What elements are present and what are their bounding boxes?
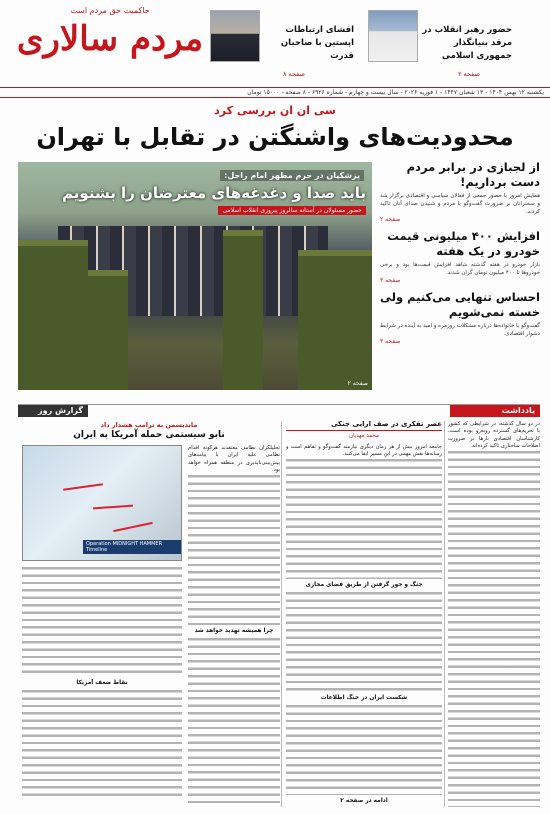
main-photo[interactable] (18, 162, 372, 390)
text-lines (22, 567, 182, 677)
teaser-stubbornness[interactable] (380, 160, 540, 223)
teaser-loneliness[interactable] (380, 290, 540, 345)
tagline: حاکمیت حق مردم است (70, 6, 150, 15)
logo-area[interactable] (10, 6, 210, 78)
promo-leader-visit[interactable] (368, 10, 540, 78)
report-subhead: نقاط ضعف آمریکا (76, 680, 128, 686)
report-subhead: چرا همیشه تهدید خواهد شد (194, 627, 274, 634)
report-kicker: ماندیسمن به ترامپ هشدار داد (100, 421, 198, 429)
section-head-report: گزارش روز (18, 405, 88, 417)
teaser-body: بازار خودرو در هفته گذشته شاهد افزایش قیمت‌ها بود و برخی خودروها تا ۴۰۰ میلیون تومان گران شدند. (380, 262, 540, 276)
article-column[interactable] (286, 421, 442, 807)
promo-text: افشای ارتباطات اپستین با صاحبان قدرت (280, 25, 354, 61)
article-title: عصر تفکری در صف آرایی جنگی (286, 421, 442, 431)
text-lines (448, 451, 540, 807)
text-lines (188, 475, 280, 625)
flight-arrow (63, 483, 103, 491)
photo-guard (88, 270, 128, 390)
newspaper-logo: مردم سالاری (16, 19, 204, 59)
column-divider (281, 421, 282, 807)
section-head-note: یادداشت (450, 405, 540, 417)
photo-officer (223, 230, 263, 390)
photo-guard-left (18, 240, 88, 390)
text-lines (286, 705, 442, 795)
text-lines (286, 592, 442, 692)
column-divider (444, 421, 445, 807)
note-text: در دو سال گذشته، در شرایطی که کشور با تحریم‌های گسترده روبه‌رو بوده است، کارشناسان اقتصادی بارها بر ضرورت اصلاحات ساختاری تاکید کرده‌اند. (448, 421, 540, 450)
report-text-left (22, 567, 182, 805)
promo-text: حضور رهبر انقلاب در مرقد بنیانگذار جمهوری اسلامی (422, 25, 512, 61)
teaser-ref: صفحه ۲ (380, 216, 401, 223)
teaser-title: افزایش ۴۰۰ میلیونی قیمت خودرو در یک هفته (387, 229, 540, 258)
text-lines (22, 690, 182, 800)
photo-ref: صفحه ۲ (347, 380, 368, 387)
article-subhead: جنگ و جور گرفتن از طریق فضای مجازی (305, 581, 423, 588)
article-continued: ادامه در صفحه ۲ (340, 798, 388, 805)
text-lines (188, 638, 280, 805)
teaser-title: از لجبازی در برابر مردم دست برداریم! (406, 160, 540, 189)
teaser-ref: صفحه ۳ (380, 338, 401, 345)
report-column[interactable] (18, 405, 280, 811)
teaser-car-prices[interactable] (380, 229, 540, 284)
photo-title: باید صدا و دغدغه‌های معترضان را بشنویم (62, 184, 366, 202)
promo-epstein[interactable] (210, 10, 365, 78)
promo-photo (368, 10, 418, 62)
text-lines (286, 459, 442, 579)
note-column[interactable] (448, 421, 540, 807)
flight-arrow (113, 522, 153, 532)
photo-guard-right (298, 250, 372, 390)
promo-photo (210, 10, 260, 62)
teaser-column (380, 160, 540, 400)
teaser-body: گفت‌وگو با خانواده‌ها درباره مشکلات روزمره و امید به آینده در شرایط دشوار اقتصادی. (380, 323, 540, 337)
masthead (0, 0, 550, 86)
article-text: جامعه امروز بیش از هر زمان دیگری نیازمند گفت‌وگو و تفاهم است و رسانه‌ها نقش مهمی در این مسیر ایفا می‌کنند. (286, 443, 442, 458)
promo-ref: صفحه ۸ (282, 70, 305, 78)
teaser-body: همایش امروز با حضور جمعی از فعالان سیاسی و اقتصادی برگزار شد و سخنرانان بر ضرورت گفت‌وگو با مردم و شنیدن صدای آنان تاکید کردند. (380, 193, 540, 215)
operation-map[interactable] (22, 445, 182, 561)
flight-arrow (93, 505, 133, 510)
teaser-ref: صفحه ۳ (380, 277, 401, 284)
map-label: Operation MIDNIGHT HAMMER Timeline (83, 540, 181, 554)
photo-caption: حضور مسئولان در آستانه سالروز پیروزی انقلاب اسلامی (218, 206, 366, 215)
report-text: تحلیلگران نظامی معتقدند هرگونه اقدام نظامی علیه ایران با پیامدهای پیش‌بینی‌ناپذیری در منطقه همراه خواهد بود. (188, 445, 280, 474)
main-headline[interactable]: محدودیت‌های واشنگتن در تقابل با تهران (36, 123, 514, 151)
bottom-section (18, 404, 540, 810)
article-author: محمد مهدیان (349, 433, 379, 440)
dateline: یکشنبه ۱۲ بهمن ۱۴۰۴ - ۱۳ شعبان ۱۴۴۷ - ۱ فوریه ۲۰۲۶ - سال بیست و چهارم - شماره ۶۹۲۶ - ۸ صفحه - ۱۵۰۰۰ تومان (0, 87, 550, 98)
promo-ref: صفحه ۲ (457, 70, 480, 78)
report-text-right (188, 445, 280, 805)
teaser-title: احساس تنهایی می‌کنیم ولی خسته نمی‌شویم (380, 290, 540, 319)
report-title: نابو سیستمی حمله آمریکا به ایران (73, 430, 225, 440)
headline-kicker: سی ان ان بررسی کرد (214, 104, 336, 117)
article-subhead: شکست ایران در جنگ اطلاعات (320, 695, 408, 702)
photo-subtitle: پزشکیان در حرم مطهر امام راحل: (220, 170, 364, 181)
